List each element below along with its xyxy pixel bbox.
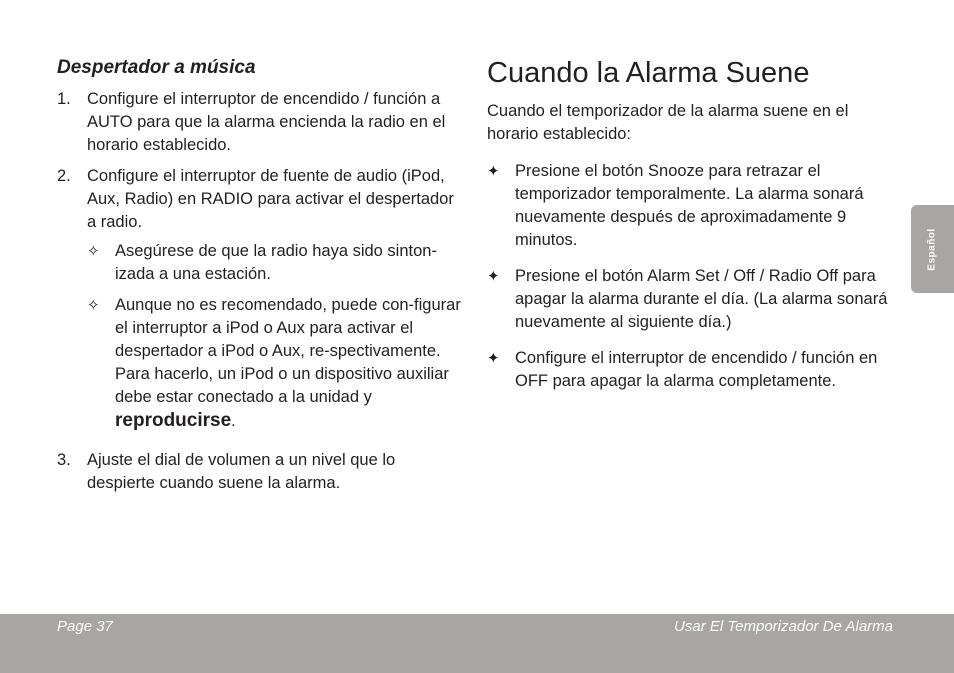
step-number: 2. [57,167,71,185]
bullet-text: Presione el botón Alarm Set / Off / Radio Off para apagar la alarma durante el día. (La alarma sonará nuevamente al siguiente día.) [515,267,888,331]
sub-bullet-item [87,240,467,286]
page-footer [0,614,954,673]
sub-bullet-list [87,240,467,433]
sub-bullet-text: Asegúrese de que la radio haya sido sinton-izada a una estación. [115,242,437,283]
bullet-item [487,347,899,393]
section-subheading: Despertador a música [57,57,256,78]
sentence-end: . [231,412,236,430]
numbered-step-2 [57,165,467,441]
left-column [57,56,467,503]
step-number: 3. [57,451,71,469]
four-point-star-filled-icon: ✦ [487,268,500,285]
sub-bullet-item [87,294,467,433]
emphasized-word: reproducirse [115,410,232,431]
bullet-text: Presione el botón Snooze para retrazar el temporizador temporalmente. La alarma sonará nuevamente después de aproximadamente 9 minutos. [515,162,864,249]
step-text: Configure el interruptor de encendido / función a AUTO para que la alarma encienda la radio en el horario establecido. [87,90,446,154]
language-tab-label: Español [927,227,938,271]
four-point-star-filled-icon: ✦ [487,350,500,367]
language-tab [911,205,954,293]
step-text: Ajuste el dial de volumen a un nivel que lo despierte cuando suene la alarma. [87,451,396,492]
right-column [487,56,899,406]
four-point-star-outline-icon: ✧ [87,297,100,314]
footer-section-title: Usar El Temporizador De Alarma [674,618,893,635]
sub-bullet-text [115,294,467,433]
bullet-item [487,265,899,334]
sub-bullet-text-body: Aunque no es recomendado, puede con-figurar el interruptor a iPod o Aux para activar el despertador a iPod o Aux, re-spectivamente. Para hacerlo, un iPod o un dispositivo auxiliar debe estar conectado a la unidad y [115,296,461,406]
page-number: Page 37 [57,618,113,635]
numbered-step-3 [57,449,467,495]
bullet-item [487,160,899,252]
step-number: 1. [57,90,71,108]
intro-paragraph: Cuando el temporizador de la alarma suene en el horario establecido: [487,102,849,143]
page-title: Cuando la Alarma Suene [487,57,810,89]
step-text: Configure el interruptor de fuente de audio (iPod, Aux, Radio) en RADIO para activar el despertador a radio. [87,167,454,231]
numbered-step-1 [57,88,467,157]
four-point-star-filled-icon: ✦ [487,163,500,180]
four-point-star-outline-icon: ✧ [87,243,100,260]
bullet-text: Configure el interruptor de encendido / función en OFF para apagar la alarma completamente. [515,349,878,390]
